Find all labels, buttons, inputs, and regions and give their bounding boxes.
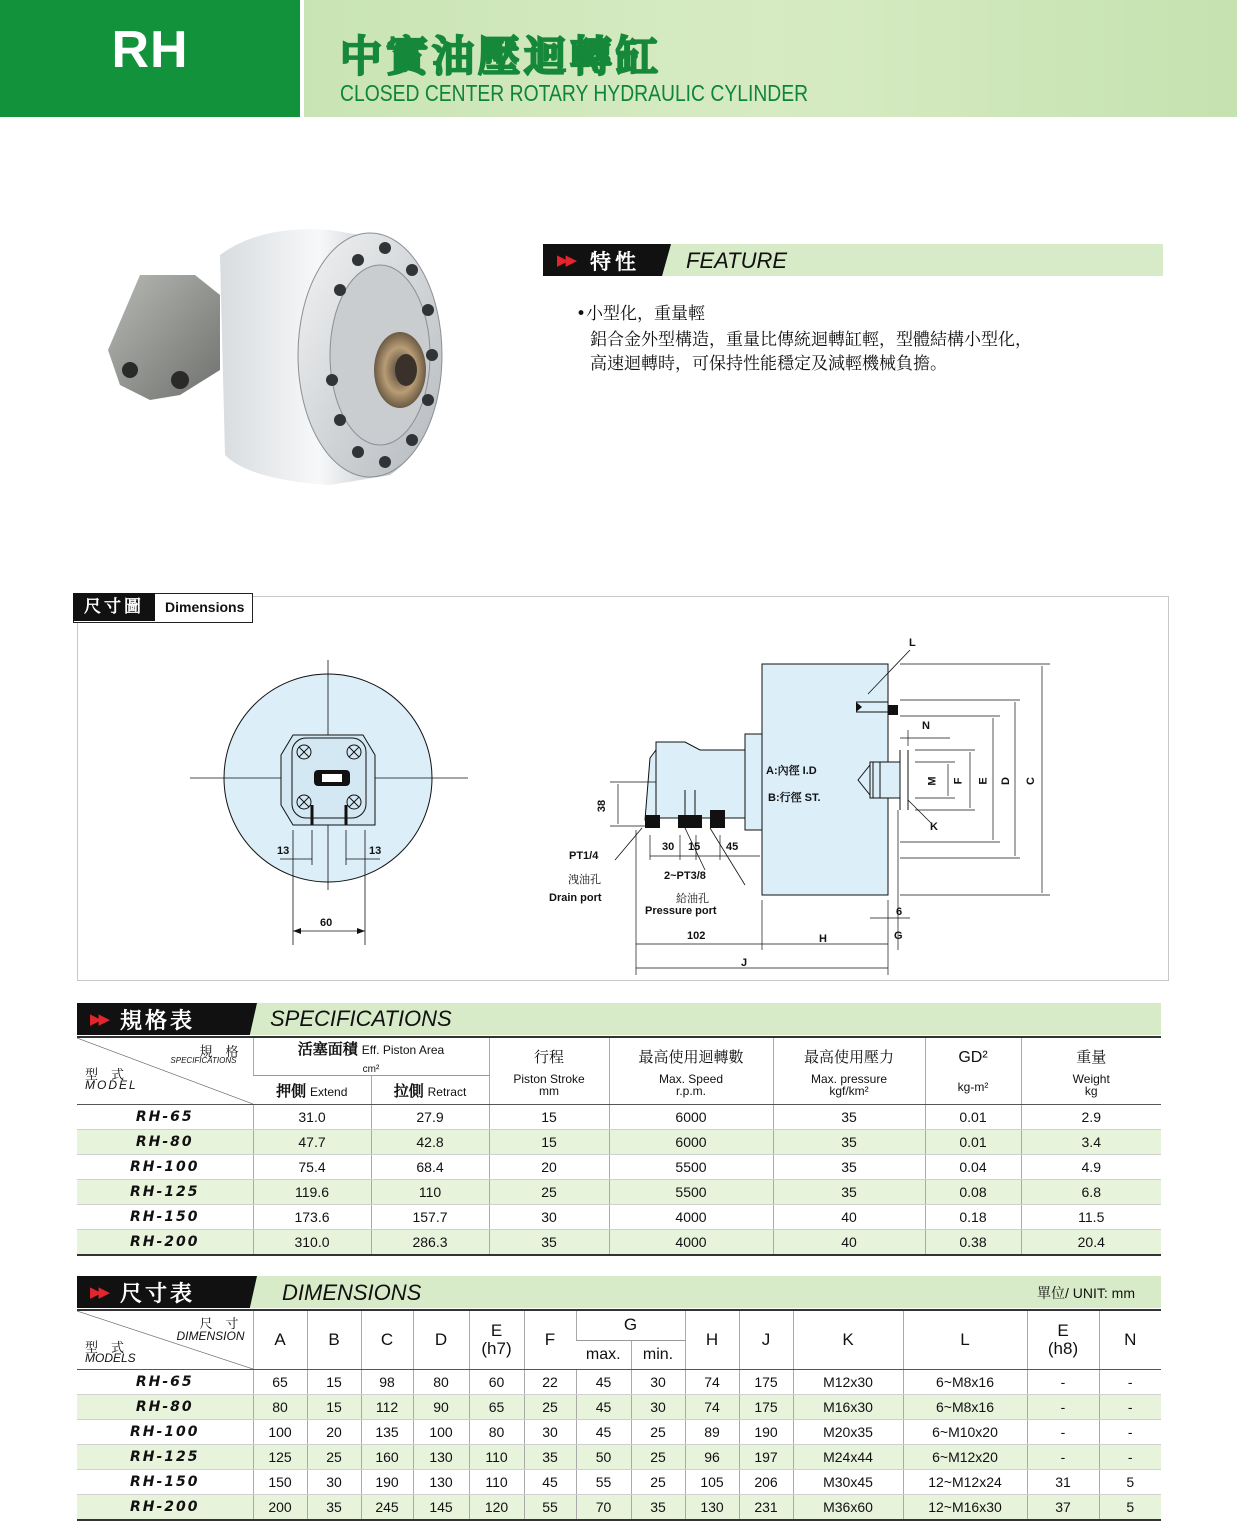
dim-cell-Gmin: 25 bbox=[631, 1445, 685, 1470]
spec-cell-stroke: 20 bbox=[489, 1155, 609, 1180]
dim-cell-D: 100 bbox=[413, 1420, 469, 1445]
dim-cell-D: 145 bbox=[413, 1495, 469, 1521]
pressure-unit: kgf/km² bbox=[829, 1083, 869, 1098]
dim-row bbox=[77, 1370, 1161, 1395]
spec-cell-weight: 3.4 bbox=[1021, 1130, 1161, 1155]
col-E2-label: E bbox=[1057, 1321, 1069, 1340]
dim-cell-C: 245 bbox=[361, 1495, 413, 1521]
dim-cell-H: 96 bbox=[685, 1445, 739, 1470]
dim-cell-C: 190 bbox=[361, 1470, 413, 1495]
dim-label-A-id: A:內徑 I.D bbox=[766, 765, 817, 777]
dim-cell-H: 130 bbox=[685, 1495, 739, 1521]
product-code: RH bbox=[111, 21, 189, 79]
area-zh: 活塞面積 bbox=[297, 1041, 358, 1058]
spec-cell-speed: 4000 bbox=[609, 1230, 773, 1256]
dim-label-M: M bbox=[926, 776, 939, 786]
col-N: N bbox=[1099, 1310, 1161, 1370]
dim-label-D: D bbox=[999, 777, 1012, 785]
spec-cell-pressure: 35 bbox=[773, 1180, 925, 1205]
dim-label-pt38: 2~PT3/8 bbox=[664, 870, 706, 882]
spec-cell-weight: 6.8 bbox=[1021, 1180, 1161, 1205]
dim-model: RH-200 bbox=[77, 1495, 253, 1521]
dim-model: RH-65 bbox=[77, 1370, 253, 1395]
dim-cell-A: 125 bbox=[253, 1445, 307, 1470]
dim-row bbox=[77, 1445, 1161, 1470]
dim-cell-E: 120 bbox=[469, 1495, 524, 1521]
feature-bullet: •小型化，重量輕 bbox=[576, 304, 706, 324]
dim-label-102: 102 bbox=[687, 930, 706, 942]
corner-dim-zh: 尺 寸 bbox=[199, 1316, 239, 1331]
dim-label-60: 60 bbox=[320, 917, 333, 929]
dim-row bbox=[77, 1495, 1161, 1521]
spec-model: RH-100 bbox=[77, 1155, 253, 1180]
dim-label-45: 45 bbox=[726, 841, 739, 853]
dim-title-zh: 尺寸表 bbox=[120, 1282, 196, 1307]
dim-label-J: J bbox=[741, 957, 748, 969]
feature-line-2: 高速迴轉時，可保持性能穩定及減輕機械負擔。 bbox=[590, 354, 947, 374]
spec-cell-extend: 47.7 bbox=[253, 1130, 371, 1155]
dim-cell-H: 74 bbox=[685, 1370, 739, 1395]
corner-model-zh: 型 式 bbox=[85, 1067, 125, 1082]
extend-en: Extend bbox=[310, 1084, 348, 1099]
spec-title-en: SPECIFICATIONS bbox=[270, 1006, 452, 1031]
area-unit: cm² bbox=[362, 1064, 380, 1075]
dim-cell-Gmax: 45 bbox=[576, 1395, 631, 1420]
speed-unit: r.p.m. bbox=[675, 1083, 706, 1098]
spec-cell-stroke: 15 bbox=[489, 1130, 609, 1155]
dim-cell-J: 175 bbox=[739, 1370, 793, 1395]
dim-cell-F: 45 bbox=[524, 1470, 576, 1495]
dim-cell-Gmin: 30 bbox=[631, 1395, 685, 1420]
dim-cell-C: 135 bbox=[361, 1420, 413, 1445]
dim-cell-K: M20x35 bbox=[793, 1420, 903, 1445]
col-E-sub: (h7) bbox=[481, 1339, 512, 1358]
corner-spec-en: SPECIFICATIONS bbox=[170, 1056, 237, 1065]
area-en: Eff. Piston Area bbox=[361, 1043, 445, 1057]
dim-cell-F: 22 bbox=[524, 1370, 576, 1395]
dim-cell-Gmin: 30 bbox=[631, 1370, 685, 1395]
spec-cell-speed: 5500 bbox=[609, 1180, 773, 1205]
pressure-en: Max. pressure bbox=[810, 1071, 888, 1086]
spec-cell-weight: 4.9 bbox=[1021, 1155, 1161, 1180]
dim-cell-L: 6~M8x16 bbox=[903, 1395, 1027, 1420]
stroke-en: Piston Stroke bbox=[513, 1071, 585, 1086]
dim-cell-J: 231 bbox=[739, 1495, 793, 1521]
pressure-port-en: Pressure port bbox=[645, 905, 717, 917]
dim-cell-E2: 37 bbox=[1027, 1495, 1099, 1521]
dim-unit-note: 單位/ UNIT: mm bbox=[1037, 1285, 1135, 1301]
dim-label-B-stroke: B:行徑 ST. bbox=[768, 792, 821, 804]
col-G: G bbox=[576, 1310, 685, 1340]
dim-cell-A: 150 bbox=[253, 1470, 307, 1495]
specifications-table bbox=[77, 1036, 1161, 1256]
stroke-unit: mm bbox=[539, 1083, 559, 1098]
corner-dim-en: DIMENSION bbox=[176, 1329, 245, 1343]
spec-cell-extend: 31.0 bbox=[253, 1105, 371, 1130]
spec-cell-pressure: 35 bbox=[773, 1130, 925, 1155]
spec-cell-pressure: 35 bbox=[773, 1155, 925, 1180]
dim-row bbox=[77, 1470, 1161, 1495]
pressure-port-zh: 給油孔 bbox=[676, 893, 709, 905]
dim-title-en: DIMENSIONS bbox=[282, 1280, 422, 1305]
dim-cell-K: M36x60 bbox=[793, 1495, 903, 1521]
dim-cell-F: 30 bbox=[524, 1420, 576, 1445]
dim-cell-J: 190 bbox=[739, 1420, 793, 1445]
dim-cell-E: 65 bbox=[469, 1395, 524, 1420]
spec-model: RH-200 bbox=[77, 1230, 253, 1256]
spec-cell-speed: 4000 bbox=[609, 1205, 773, 1230]
spec-gd2-header bbox=[925, 1037, 1021, 1105]
spec-row bbox=[77, 1205, 1161, 1230]
dim-label-N: N bbox=[922, 720, 930, 732]
dim-cell-Gmin: 25 bbox=[631, 1420, 685, 1445]
dim-cell-E2: - bbox=[1027, 1395, 1099, 1420]
page-title-en: CLOSED CENTER ROTARY HYDRAULIC CYLINDER bbox=[340, 80, 809, 106]
spec-pressure-header bbox=[773, 1037, 925, 1105]
dim-model: RH-100 bbox=[77, 1420, 253, 1445]
spec-cell-retract: 27.9 bbox=[371, 1105, 489, 1130]
dim-cell-A: 65 bbox=[253, 1370, 307, 1395]
dim-cell-L: 6~M10x20 bbox=[903, 1420, 1027, 1445]
dim-label-F: F bbox=[952, 777, 965, 785]
dim-cell-F: 35 bbox=[524, 1445, 576, 1470]
dim-cell-C: 112 bbox=[361, 1395, 413, 1420]
spec-row bbox=[77, 1130, 1161, 1155]
dim-model: RH-150 bbox=[77, 1470, 253, 1495]
dimension-tag-en: Dimensions bbox=[165, 599, 245, 615]
dim-cell-J: 175 bbox=[739, 1395, 793, 1420]
dim-cell-Gmax: 45 bbox=[576, 1370, 631, 1395]
spec-cell-pressure: 35 bbox=[773, 1105, 925, 1130]
spec-cell-pressure: 40 bbox=[773, 1205, 925, 1230]
col-A: A bbox=[253, 1310, 307, 1370]
spec-cell-speed: 6000 bbox=[609, 1130, 773, 1155]
spec-cell-gd2: 0.18 bbox=[925, 1205, 1021, 1230]
dimension-tag-zh: 尺寸圖 bbox=[73, 593, 155, 621]
spec-corner-cell bbox=[77, 1037, 253, 1105]
spec-model: RH-150 bbox=[77, 1205, 253, 1230]
col-H: H bbox=[685, 1310, 739, 1370]
dim-cell-B: 25 bbox=[307, 1445, 361, 1470]
col-E-h7 bbox=[469, 1310, 524, 1370]
dim-label-K: K bbox=[930, 821, 938, 833]
col-E-h8 bbox=[1027, 1310, 1099, 1370]
spec-arrows-icon: ▶▶ bbox=[90, 1010, 108, 1028]
gd2-label: GD² bbox=[958, 1049, 988, 1066]
dim-cell-Gmax: 45 bbox=[576, 1420, 631, 1445]
weight-zh: 重量 bbox=[1076, 1048, 1107, 1066]
spec-row bbox=[77, 1180, 1161, 1205]
col-K: K bbox=[793, 1310, 903, 1370]
spec-retract-header bbox=[371, 1076, 489, 1105]
col-G-max: max. bbox=[576, 1340, 631, 1370]
dim-cell-L: 12~M16x30 bbox=[903, 1495, 1027, 1521]
spec-speed-header bbox=[609, 1037, 773, 1105]
spec-cell-extend: 310.0 bbox=[253, 1230, 371, 1256]
spec-cell-speed: 6000 bbox=[609, 1105, 773, 1130]
dim-cell-N: - bbox=[1099, 1395, 1161, 1420]
dim-label-H: H bbox=[819, 933, 827, 945]
dim-cell-N: - bbox=[1099, 1420, 1161, 1445]
dim-cell-J: 197 bbox=[739, 1445, 793, 1470]
drain-port-zh: 洩油孔 bbox=[568, 874, 601, 886]
col-L: L bbox=[903, 1310, 1027, 1370]
spec-cell-retract: 68.4 bbox=[371, 1155, 489, 1180]
retract-zh: 拉側 bbox=[393, 1082, 424, 1100]
corner-spec-zh: 規 格 bbox=[199, 1044, 239, 1059]
spec-stroke-header bbox=[489, 1037, 609, 1105]
dim-cell-C: 160 bbox=[361, 1445, 413, 1470]
dim-label-30: 30 bbox=[662, 841, 675, 853]
dim-cell-H: 89 bbox=[685, 1420, 739, 1445]
spec-area-header bbox=[253, 1037, 489, 1076]
dim-cell-E: 60 bbox=[469, 1370, 524, 1395]
front-view-drawing bbox=[180, 660, 480, 950]
dim-cell-Gmax: 55 bbox=[576, 1470, 631, 1495]
dim-label-L: L bbox=[909, 637, 916, 649]
spec-cell-gd2: 0.08 bbox=[925, 1180, 1021, 1205]
dim-cell-Gmin: 25 bbox=[631, 1470, 685, 1495]
dim-cell-F: 25 bbox=[524, 1395, 576, 1420]
corner-models-zh: 型 式 bbox=[85, 1340, 125, 1355]
spec-cell-weight: 2.9 bbox=[1021, 1105, 1161, 1130]
spec-cell-retract: 110 bbox=[371, 1180, 489, 1205]
spec-cell-gd2: 0.01 bbox=[925, 1130, 1021, 1155]
dim-cell-C: 98 bbox=[361, 1370, 413, 1395]
dim-label-15: 15 bbox=[688, 841, 701, 853]
dim-cell-L: 6~M8x16 bbox=[903, 1370, 1027, 1395]
dim-cell-F: 55 bbox=[524, 1495, 576, 1521]
spec-cell-gd2: 0.38 bbox=[925, 1230, 1021, 1256]
spec-weight-header bbox=[1021, 1037, 1161, 1105]
corner-models-en: MODELS bbox=[85, 1351, 136, 1365]
dim-row bbox=[77, 1420, 1161, 1445]
col-G-min: min. bbox=[631, 1340, 685, 1370]
drain-port-en: Drain port bbox=[549, 892, 602, 904]
weight-en: Weight bbox=[1072, 1071, 1110, 1086]
corner-model-en: MODEL bbox=[85, 1078, 138, 1092]
product-photo bbox=[100, 220, 460, 500]
dim-label-38: 38 bbox=[596, 799, 609, 813]
col-J: J bbox=[739, 1310, 793, 1370]
retract-en: Retract bbox=[427, 1084, 467, 1099]
spec-cell-retract: 286.3 bbox=[371, 1230, 489, 1256]
spec-cell-stroke: 25 bbox=[489, 1180, 609, 1205]
dim-cell-E2: - bbox=[1027, 1420, 1099, 1445]
spec-extend-header bbox=[253, 1076, 371, 1105]
dim-label-6: 6 bbox=[896, 906, 903, 918]
spec-cell-extend: 173.6 bbox=[253, 1205, 371, 1230]
dim-label-13-right: 13 bbox=[369, 845, 382, 857]
spec-cell-speed: 5500 bbox=[609, 1155, 773, 1180]
spec-title-zh: 規格表 bbox=[120, 1009, 196, 1034]
dim-cell-L: 6~M12x20 bbox=[903, 1445, 1027, 1470]
dim-cell-D: 130 bbox=[413, 1470, 469, 1495]
dim-arrows-icon: ▶▶ bbox=[90, 1283, 108, 1301]
feature-title-zh: 特性 bbox=[590, 250, 640, 274]
dim-cell-B: 15 bbox=[307, 1395, 361, 1420]
dim-row bbox=[77, 1395, 1161, 1420]
col-D: D bbox=[413, 1310, 469, 1370]
spec-cell-weight: 11.5 bbox=[1021, 1205, 1161, 1230]
speed-en: Max. Speed bbox=[658, 1071, 724, 1086]
spec-cell-stroke: 30 bbox=[489, 1205, 609, 1230]
dim-cell-H: 74 bbox=[685, 1395, 739, 1420]
spec-cell-gd2: 0.04 bbox=[925, 1155, 1021, 1180]
spec-model: RH-65 bbox=[77, 1105, 253, 1130]
dim-model: RH-125 bbox=[77, 1445, 253, 1470]
dim-cell-B: 35 bbox=[307, 1495, 361, 1521]
dim-cell-B: 15 bbox=[307, 1370, 361, 1395]
extend-zh: 押側 bbox=[276, 1082, 307, 1100]
dim-cell-L: 12~M12x24 bbox=[903, 1470, 1027, 1495]
gd2-unit: kg-m² bbox=[957, 1080, 989, 1094]
spec-cell-stroke: 35 bbox=[489, 1230, 609, 1256]
spec-cell-pressure: 40 bbox=[773, 1230, 925, 1256]
dim-cell-B: 20 bbox=[307, 1420, 361, 1445]
dim-cell-A: 80 bbox=[253, 1395, 307, 1420]
dimensions-table bbox=[77, 1309, 1161, 1521]
dim-cell-B: 30 bbox=[307, 1470, 361, 1495]
dim-cell-A: 200 bbox=[253, 1495, 307, 1521]
spec-cell-gd2: 0.01 bbox=[925, 1105, 1021, 1130]
spec-row bbox=[77, 1230, 1161, 1256]
dim-cell-N: - bbox=[1099, 1445, 1161, 1470]
col-C: C bbox=[361, 1310, 413, 1370]
spec-cell-stroke: 15 bbox=[489, 1105, 609, 1130]
port-block bbox=[108, 275, 220, 400]
dim-cell-K: M12x30 bbox=[793, 1370, 903, 1395]
page-title-zh: 中實油壓迴轉缸 bbox=[340, 32, 663, 81]
dim-cell-D: 130 bbox=[413, 1445, 469, 1470]
dim-label-G: G bbox=[894, 930, 903, 942]
speed-zh: 最高使用迴轉數 bbox=[638, 1048, 744, 1066]
feature-line-1: 鋁合金外型構造，重量比傳統迴轉缸輕，型體結構小型化， bbox=[590, 330, 1032, 350]
col-B: B bbox=[307, 1310, 361, 1370]
dim-label-C: C bbox=[1024, 777, 1037, 785]
dim-cell-E: 80 bbox=[469, 1420, 524, 1445]
side-view-drawing bbox=[590, 650, 1060, 980]
weight-unit: kg bbox=[1084, 1083, 1098, 1098]
dim-cell-K: M24x44 bbox=[793, 1445, 903, 1470]
dim-cell-K: M30x45 bbox=[793, 1470, 903, 1495]
dim-label-13-left: 13 bbox=[277, 845, 290, 857]
dim-cell-D: 90 bbox=[413, 1395, 469, 1420]
dim-cell-E: 110 bbox=[469, 1445, 524, 1470]
dim-cell-Gmin: 35 bbox=[631, 1495, 685, 1521]
col-E-label: E bbox=[490, 1321, 503, 1340]
dim-cell-N: 5 bbox=[1099, 1495, 1161, 1521]
dim-label-E: E bbox=[977, 777, 990, 785]
dim-cell-E2: - bbox=[1027, 1445, 1099, 1470]
dim-cell-N: - bbox=[1099, 1370, 1161, 1395]
dim-cell-Gmax: 50 bbox=[576, 1445, 631, 1470]
spec-cell-extend: 119.6 bbox=[253, 1180, 371, 1205]
dim-cell-D: 80 bbox=[413, 1370, 469, 1395]
spec-cell-retract: 157.7 bbox=[371, 1205, 489, 1230]
dim-cell-E2: - bbox=[1027, 1370, 1099, 1395]
spec-row bbox=[77, 1105, 1161, 1130]
dim-cell-E2: 31 bbox=[1027, 1470, 1099, 1495]
dim-cell-K: M16x30 bbox=[793, 1395, 903, 1420]
stroke-zh: 行程 bbox=[533, 1048, 564, 1066]
dim-cell-Gmax: 70 bbox=[576, 1495, 631, 1521]
dim-corner-cell bbox=[77, 1310, 253, 1370]
dim-cell-N: 5 bbox=[1099, 1470, 1161, 1495]
dim-cell-A: 100 bbox=[253, 1420, 307, 1445]
spec-cell-weight: 20.4 bbox=[1021, 1230, 1161, 1256]
col-E2-sub: (h8) bbox=[1047, 1339, 1079, 1358]
spec-cell-retract: 42.8 bbox=[371, 1130, 489, 1155]
feature-title-en: FEATURE bbox=[686, 248, 788, 273]
dim-model: RH-80 bbox=[77, 1395, 253, 1420]
spec-row bbox=[77, 1155, 1161, 1180]
spec-model: RH-125 bbox=[77, 1180, 253, 1205]
spec-cell-extend: 75.4 bbox=[253, 1155, 371, 1180]
spec-model: RH-80 bbox=[77, 1130, 253, 1155]
pressure-zh: 最高使用壓力 bbox=[803, 1048, 894, 1066]
dim-cell-J: 206 bbox=[739, 1470, 793, 1495]
dim-cell-E: 110 bbox=[469, 1470, 524, 1495]
dim-cell-H: 105 bbox=[685, 1470, 739, 1495]
col-F: F bbox=[524, 1310, 576, 1370]
feature-arrows-icon: ▶▶ bbox=[557, 251, 575, 269]
dim-label-pt14: PT1/4 bbox=[569, 850, 599, 862]
